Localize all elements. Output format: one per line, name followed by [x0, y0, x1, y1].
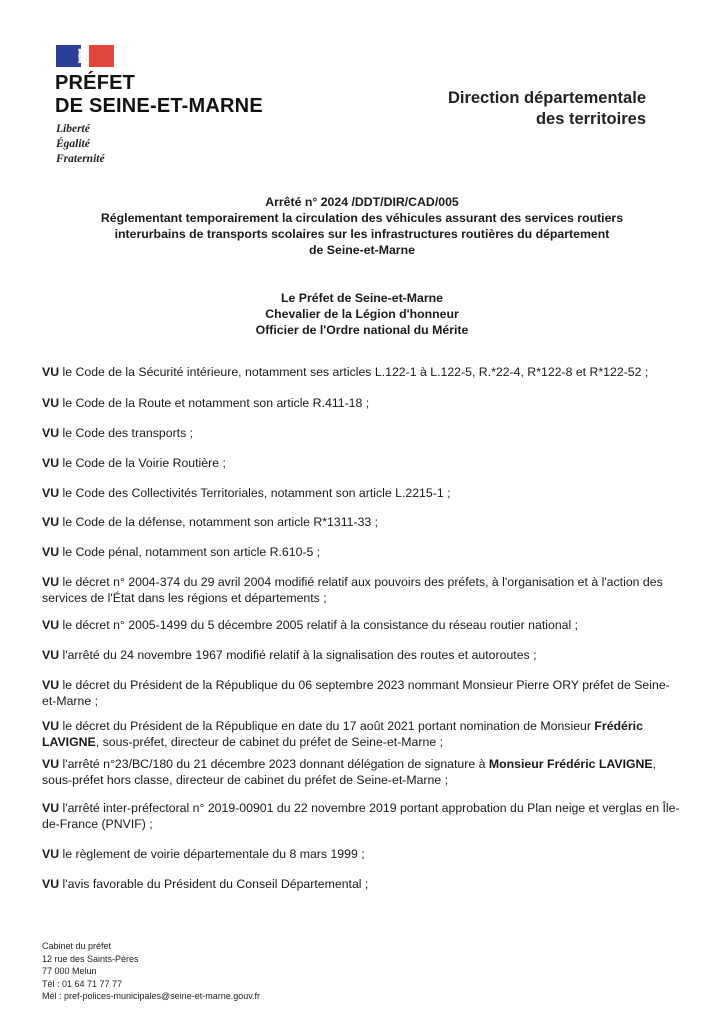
vu-text-after: , sous-préfet hors classe, directeur de cabinet du préfet de Seine-et-Marne ;: [42, 757, 657, 787]
vu-item: [42, 514, 682, 530]
vu-item: [42, 756, 682, 788]
vu-keyword: VU: [42, 365, 60, 379]
direction-line1: Direction départementale: [447, 89, 646, 107]
vu-bold-name: Monsieur Frédéric LAVIGNE: [488, 757, 653, 771]
prefet-name: Le Préfet de Seine-et-Marne: [281, 291, 443, 305]
vu-item: [42, 395, 682, 411]
vu-keyword: VU: [42, 575, 60, 589]
vu-text: l'avis favorable du Président du Conseil Départemental ;: [59, 877, 369, 891]
prefect-title-line1: PRÉFET: [55, 72, 136, 94]
vu-keyword: VU: [42, 618, 60, 632]
vu-text: le Code de la défense, notamment son article R*1311-33 ;: [59, 515, 379, 529]
prefect-title: [55, 72, 263, 118]
vu-item: [42, 425, 682, 441]
footer-office: Cabinet du préfet: [42, 941, 112, 951]
arrete-subject-line2: interurbains de transports scolaires sur les infrastructures routières du département: [114, 227, 610, 241]
vu-keyword: VU: [42, 545, 60, 559]
prefet-titles: [40, 290, 684, 338]
vu-keyword: VU: [42, 426, 60, 440]
direction-line2: des territoires: [535, 110, 646, 128]
arrete-subject-line3: de Seine-et-Marne: [309, 243, 415, 257]
vu-text: le décret du Président de la République du 06 septembre 2023 nommant Monsieur Pierre ORY préfet de Seine-et-Marne ;: [42, 678, 670, 708]
prefet-honour-2: Officier de l'Ordre national du Mérite: [255, 323, 469, 337]
vu-item: [42, 574, 682, 606]
motto-fraternite: Fraternité: [56, 153, 105, 165]
vu-keyword: VU: [42, 847, 60, 861]
motto-liberte: Liberté: [56, 123, 90, 135]
vu-item: [42, 846, 682, 862]
arrete-subject-line1: Réglementant temporairement la circulation des véhicules assurant des services routiers: [100, 211, 624, 225]
vu-text: le Code pénal, notamment son article R.610-5 ;: [59, 545, 321, 559]
arrete-title: [40, 194, 684, 258]
vu-keyword: VU: [42, 801, 60, 815]
vu-text: l'arrêté du 24 novembre 1967 modifié relatif à la signalisation des routes et autoroutes ;: [59, 648, 537, 662]
footer-phone: Tél : 01 64 71 77 77: [42, 978, 123, 989]
footer-city: 77 000 Melun: [42, 966, 97, 976]
marianne-logo: [56, 45, 114, 67]
vu-item: [42, 718, 682, 750]
vu-text: le Code de la Voirie Routière ;: [59, 456, 226, 470]
vu-item: [42, 364, 682, 380]
vu-item: [42, 800, 682, 832]
motto-egalite: Égalité: [56, 138, 90, 150]
vu-item: [42, 677, 682, 709]
vu-keyword: VU: [42, 678, 60, 692]
vu-text: le décret n° 2004-374 du 29 avril 2004 modifié relatif aux pouvoirs des préfets, à l'organisation et à l'action des services de l'État dans les régions et départements ;: [42, 575, 663, 605]
vu-text: le Code de la Route et notamment son article R.411-18 ;: [59, 396, 370, 410]
vu-keyword: VU: [42, 719, 60, 733]
footer-email: Mél : pref-polices-municipales@seine-et-marne.gouv.fr: [42, 991, 261, 1001]
vu-text: l'arrêté n°23/BC/180 du 21 décembre 2023 donnant délégation de signature à: [59, 757, 489, 771]
vu-keyword: VU: [42, 486, 60, 500]
vu-item: [42, 647, 682, 663]
direction-heading: [448, 88, 646, 130]
marianne-profile-icon: [74, 47, 94, 65]
footer-street: 12 rue des Saints-Pères: [42, 953, 139, 964]
vu-item: [42, 544, 682, 560]
vu-keyword: VU: [42, 757, 60, 771]
vu-text: le Code des transports ;: [59, 426, 194, 440]
vu-text: le décret du Président de la République en date du 17 août 2021 portant nomination de Monsieur: [59, 719, 595, 733]
vu-text-after: , sous-préfet, directeur de cabinet du préfet de Seine-et-Marne ;: [95, 735, 443, 749]
vu-item: [42, 876, 682, 892]
vu-item: [42, 455, 682, 471]
republic-motto: [56, 122, 105, 167]
vu-keyword: VU: [42, 648, 60, 662]
vu-keyword: VU: [42, 456, 60, 470]
prefect-title-line2: DE SEINE-ET-MARNE: [55, 95, 263, 117]
vu-text: le Code de la Sécurité intérieure, notamment ses articles L.122-1 à L.122-5, R.*22-4, R*122-8 et R*122-52 ;: [59, 365, 649, 379]
vu-text: le décret n° 2005-1499 du 5 décembre 2005 relatif à la consistance du réseau routier national ;: [59, 618, 579, 632]
prefet-honour-1: Chevalier de la Légion d'honneur: [265, 307, 459, 321]
vu-bold-name: Frédéric LAVIGNE: [42, 719, 643, 749]
vu-text: le règlement de voirie départementale du 8 mars 1999 ;: [59, 847, 365, 861]
arrete-number: Arrêté n° 2024 /DDT/DIR/CAD/005: [265, 195, 459, 209]
footer-address: [42, 940, 260, 1003]
vu-keyword: VU: [42, 515, 60, 529]
vu-text: l'arrêté inter-préfectoral n° 2019-00901 du 22 novembre 2019 portant approbation du Plan neige et verglas en Île-de-France (PNVIF) ;: [42, 801, 680, 831]
vu-text: le Code des Collectivités Territoriales, notamment son article L.2215-1 ;: [59, 486, 451, 500]
vu-keyword: VU: [42, 396, 60, 410]
vu-item: [42, 617, 682, 633]
vu-item: [42, 485, 682, 501]
vu-keyword: VU: [42, 877, 60, 891]
